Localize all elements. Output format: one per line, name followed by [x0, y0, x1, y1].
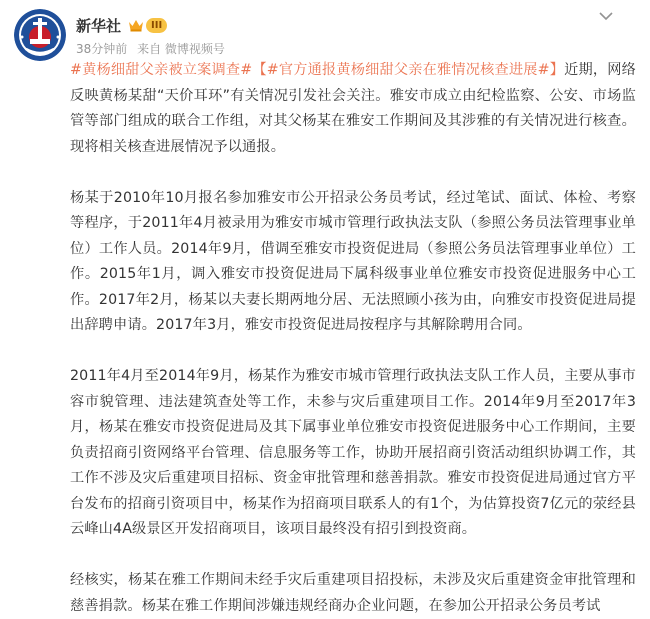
paragraph-intro: [70, 58, 636, 160]
intro-text: 近期，网络反映黄杨某甜“天价耳环”有关情况引发社会关注。雅安市成立由纪检监察、公安、市场监管等部门组成的联合工作组，对其父杨某在雅安工作期间及其涉雅的有关情况进行核查。现将相关核查进展情况予以通报。: [70, 62, 636, 155]
topic-link-investigation[interactable]: #黄杨细甜父亲被立案调查#: [70, 62, 253, 78]
paragraph-employment: 杨某于2010年10月报名参加雅安市公开招录公务员考试，经过笔试、面试、体检、考察等程序，于2011年4月被录用为雅安市城市管理行政执法支队（参照公务员法管理事业单位）工作人员。2014年9月，借调至雅安市投资促进局（参照公务员法管理事业单位）工作。2015年1月，调入雅安市投资促进局下属科级事业单位雅安市投资促进服务中心工作。2017年2月，杨某以夫妻长期两地分居、无法照顾小孩为由，向雅安市投资促进局提出辞聘申请。2017年3月，雅安市投资促进局按程序与其解除聘用合同。: [70, 189, 636, 333]
xinhua-logo-icon: [14, 9, 66, 61]
topic-link-official-report[interactable]: 【#官方通报黄杨细甜父亲在雅情况核查进展#】: [252, 62, 565, 78]
crown-icon[interactable]: [128, 18, 144, 32]
level-badge[interactable]: III: [146, 18, 167, 33]
more-options-button[interactable]: [598, 8, 614, 24]
post-body: [70, 58, 636, 619]
post-meta: [76, 40, 231, 57]
post-source: 来自 微博视频号: [137, 42, 225, 56]
post-time[interactable]: 38分钟前: [76, 42, 128, 56]
author-row: [76, 13, 167, 37]
chevron-down-icon: [599, 12, 613, 21]
paragraph-work-duties: 2011年4月至2014年9月，杨某作为雅安市城市管理行政执法支队工作人员，主要从事市容市貌管理、违法建筑查处等工作，未参与灾后重建项目工作。2014年9月至2017年3月，杨某在雅安市投资促进局及其下属事业单位雅安市投资促进服务中心工作期间，主要负责招商引资网络平台管理、信息服务等工作，协助开展招商引资活动组织协调工作，其工作不涉及灾后重建项目招标、资金审批管理和慈善捐款。雅安市投资促进局通过官方平台发布的招商引资项目中，杨某作为招商项目联系人的有1个，为估算投资7亿元的荥经县云峰山4A级景区开发招商项目，该项目最终没有招引到投资商。: [70, 368, 636, 537]
author-avatar[interactable]: [14, 9, 66, 61]
paragraph-verification: 经核实，杨某在雅工作期间未经手灾后重建项目招投标，未涉及灾后重建资金审批管理和慈善捐款。杨某在雅工作期间涉嫌违规经商办企业问题，在参加公开招录公务员考试: [70, 572, 636, 614]
author-name[interactable]: 新华社: [76, 16, 122, 35]
